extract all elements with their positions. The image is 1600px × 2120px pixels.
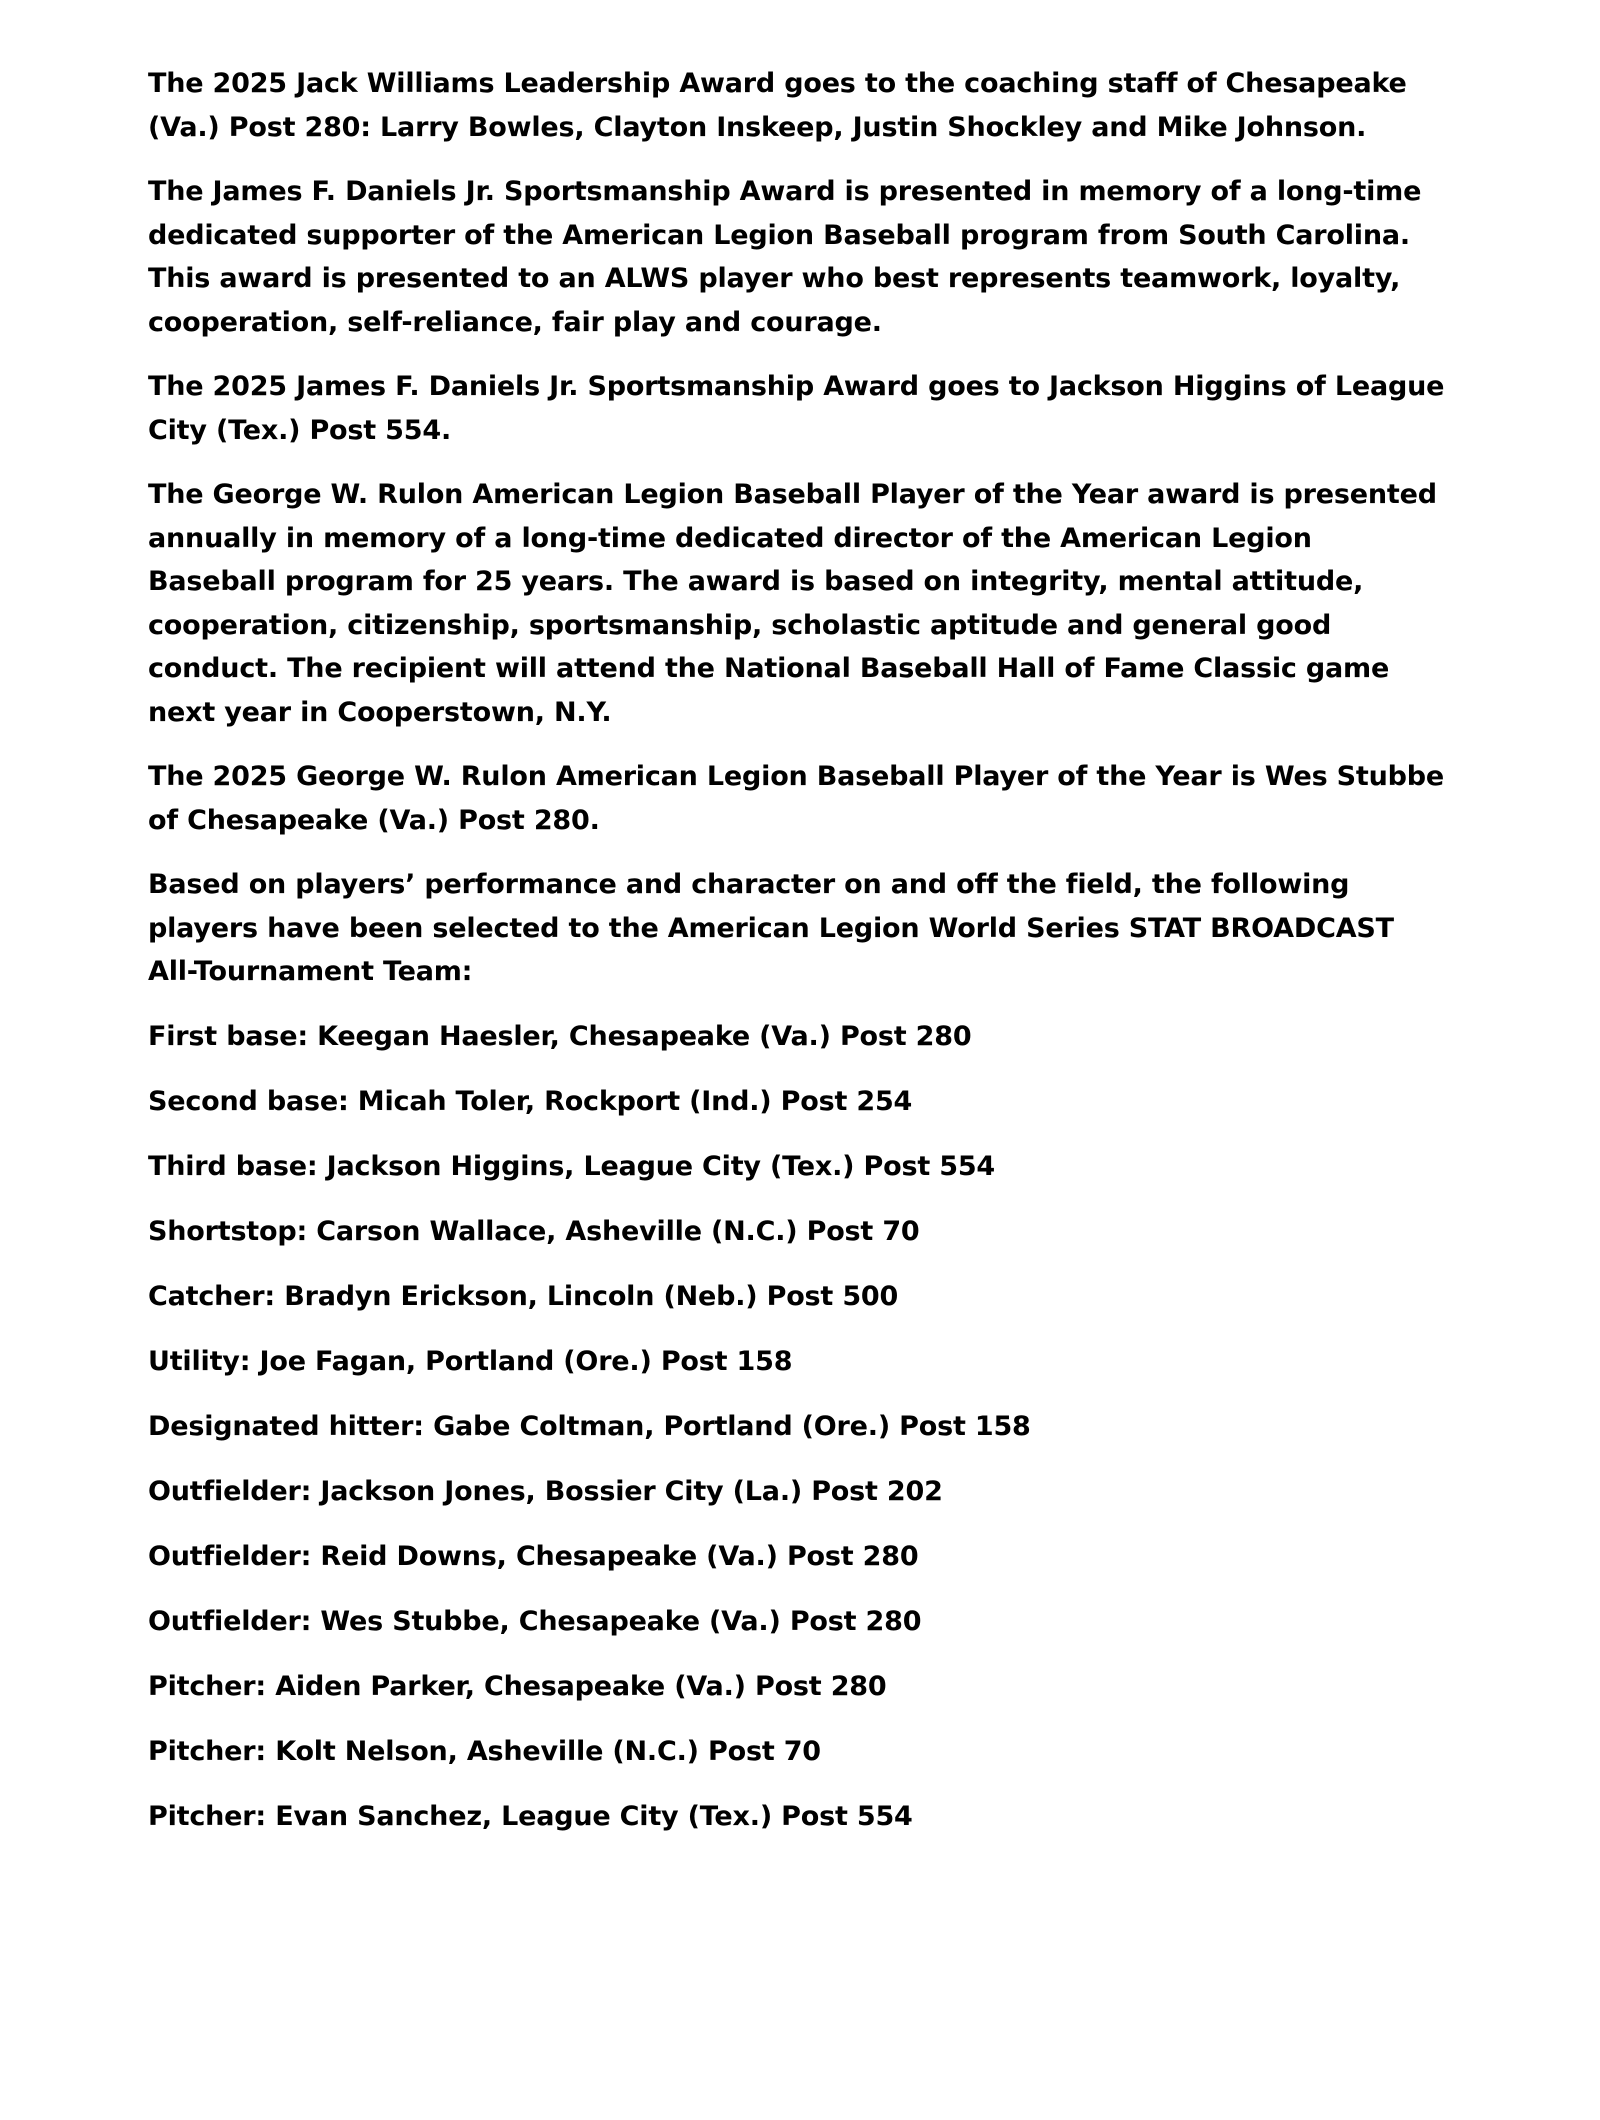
- sportsmanship-award-recipient: The 2025 James F. Daniels Jr. Sportsmanship Award goes to Jackson Higgins of League City (Tex.) Post 554.: [148, 371, 1445, 446]
- team-list-item: Outfielder: Jackson Jones, Bossier City (La.) Post 202: [148, 1475, 943, 1507]
- player-of-year-description: The George W. Rulon American Legion Baseball Player of the Year award is presented annually in memory of a long-time dedicated director of the American Legion Baseball program for 25 years. The award is based on integrity, mental attitude, cooperation, citizenship, sportsmanship, scholastic aptitude and general good conduct. The recipient will attend the National Baseball Hall of Fame Classic game next year in Cooperstown, N.Y.: [148, 479, 1437, 728]
- team-list-item: Pitcher: Evan Sanchez, League City (Tex.) Post 554: [148, 1800, 913, 1832]
- team-list-item: Outfielder: Reid Downs, Chesapeake (Va.) Post 280: [148, 1540, 919, 1572]
- team-list-item: Third base: Jackson Higgins, League City (Tex.) Post 554: [148, 1150, 995, 1182]
- team-list-item: Shortstop: Carson Wallace, Asheville (N.C.) Post 70: [148, 1215, 920, 1247]
- all-tournament-team-list: [148, 1015, 1448, 1839]
- player-of-year-recipient: The 2025 George W. Rulon American Legion Baseball Player of the Year is Wes Stubbe of Chesapeake (Va.) Post 280.: [148, 761, 1445, 836]
- team-list-item: Pitcher: Aiden Parker, Chesapeake (Va.) Post 280: [148, 1670, 887, 1702]
- team-list-item: Outfielder: Wes Stubbe, Chesapeake (Va.) Post 280: [148, 1605, 922, 1637]
- team-list-item: Designated hitter: Gabe Coltman, Portland (Ore.) Post 158: [148, 1410, 1031, 1442]
- team-list-item: Catcher: Bradyn Erickson, Lincoln (Neb.) Post 500: [148, 1280, 899, 1312]
- team-list-item: First base: Keegan Haesler, Chesapeake (Va.) Post 280: [148, 1020, 972, 1052]
- sportsmanship-award-description: The James F. Daniels Jr. Sportsmanship Award is presented in memory of a long-time dedicated supporter of the American Legion Baseball program from South Carolina. This award is presented to an ALWS player who best represents teamwork, loyalty, cooperation, self-reliance, fair play and courage.: [148, 176, 1422, 338]
- team-list-item: Second base: Micah Toler, Rockport (Ind.) Post 254: [148, 1085, 913, 1117]
- team-list-item: Utility: Joe Fagan, Portland (Ore.) Post 158: [148, 1345, 793, 1377]
- document-page: [148, 62, 1448, 1860]
- leadership-award-paragraph: The 2025 Jack Williams Leadership Award goes to the coaching staff of Chesapeake (Va.) Post 280: Larry Bowles, Clayton Inskeep, Justin Shockley and Mike Johnson.: [148, 68, 1407, 143]
- all-tournament-intro: Based on players’ performance and character on and off the field, the following players have been selected to the American Legion World Series STAT BROADCAST All-Tournament Team:: [148, 869, 1394, 987]
- team-list-item: Pitcher: Kolt Nelson, Asheville (N.C.) Post 70: [148, 1735, 821, 1767]
